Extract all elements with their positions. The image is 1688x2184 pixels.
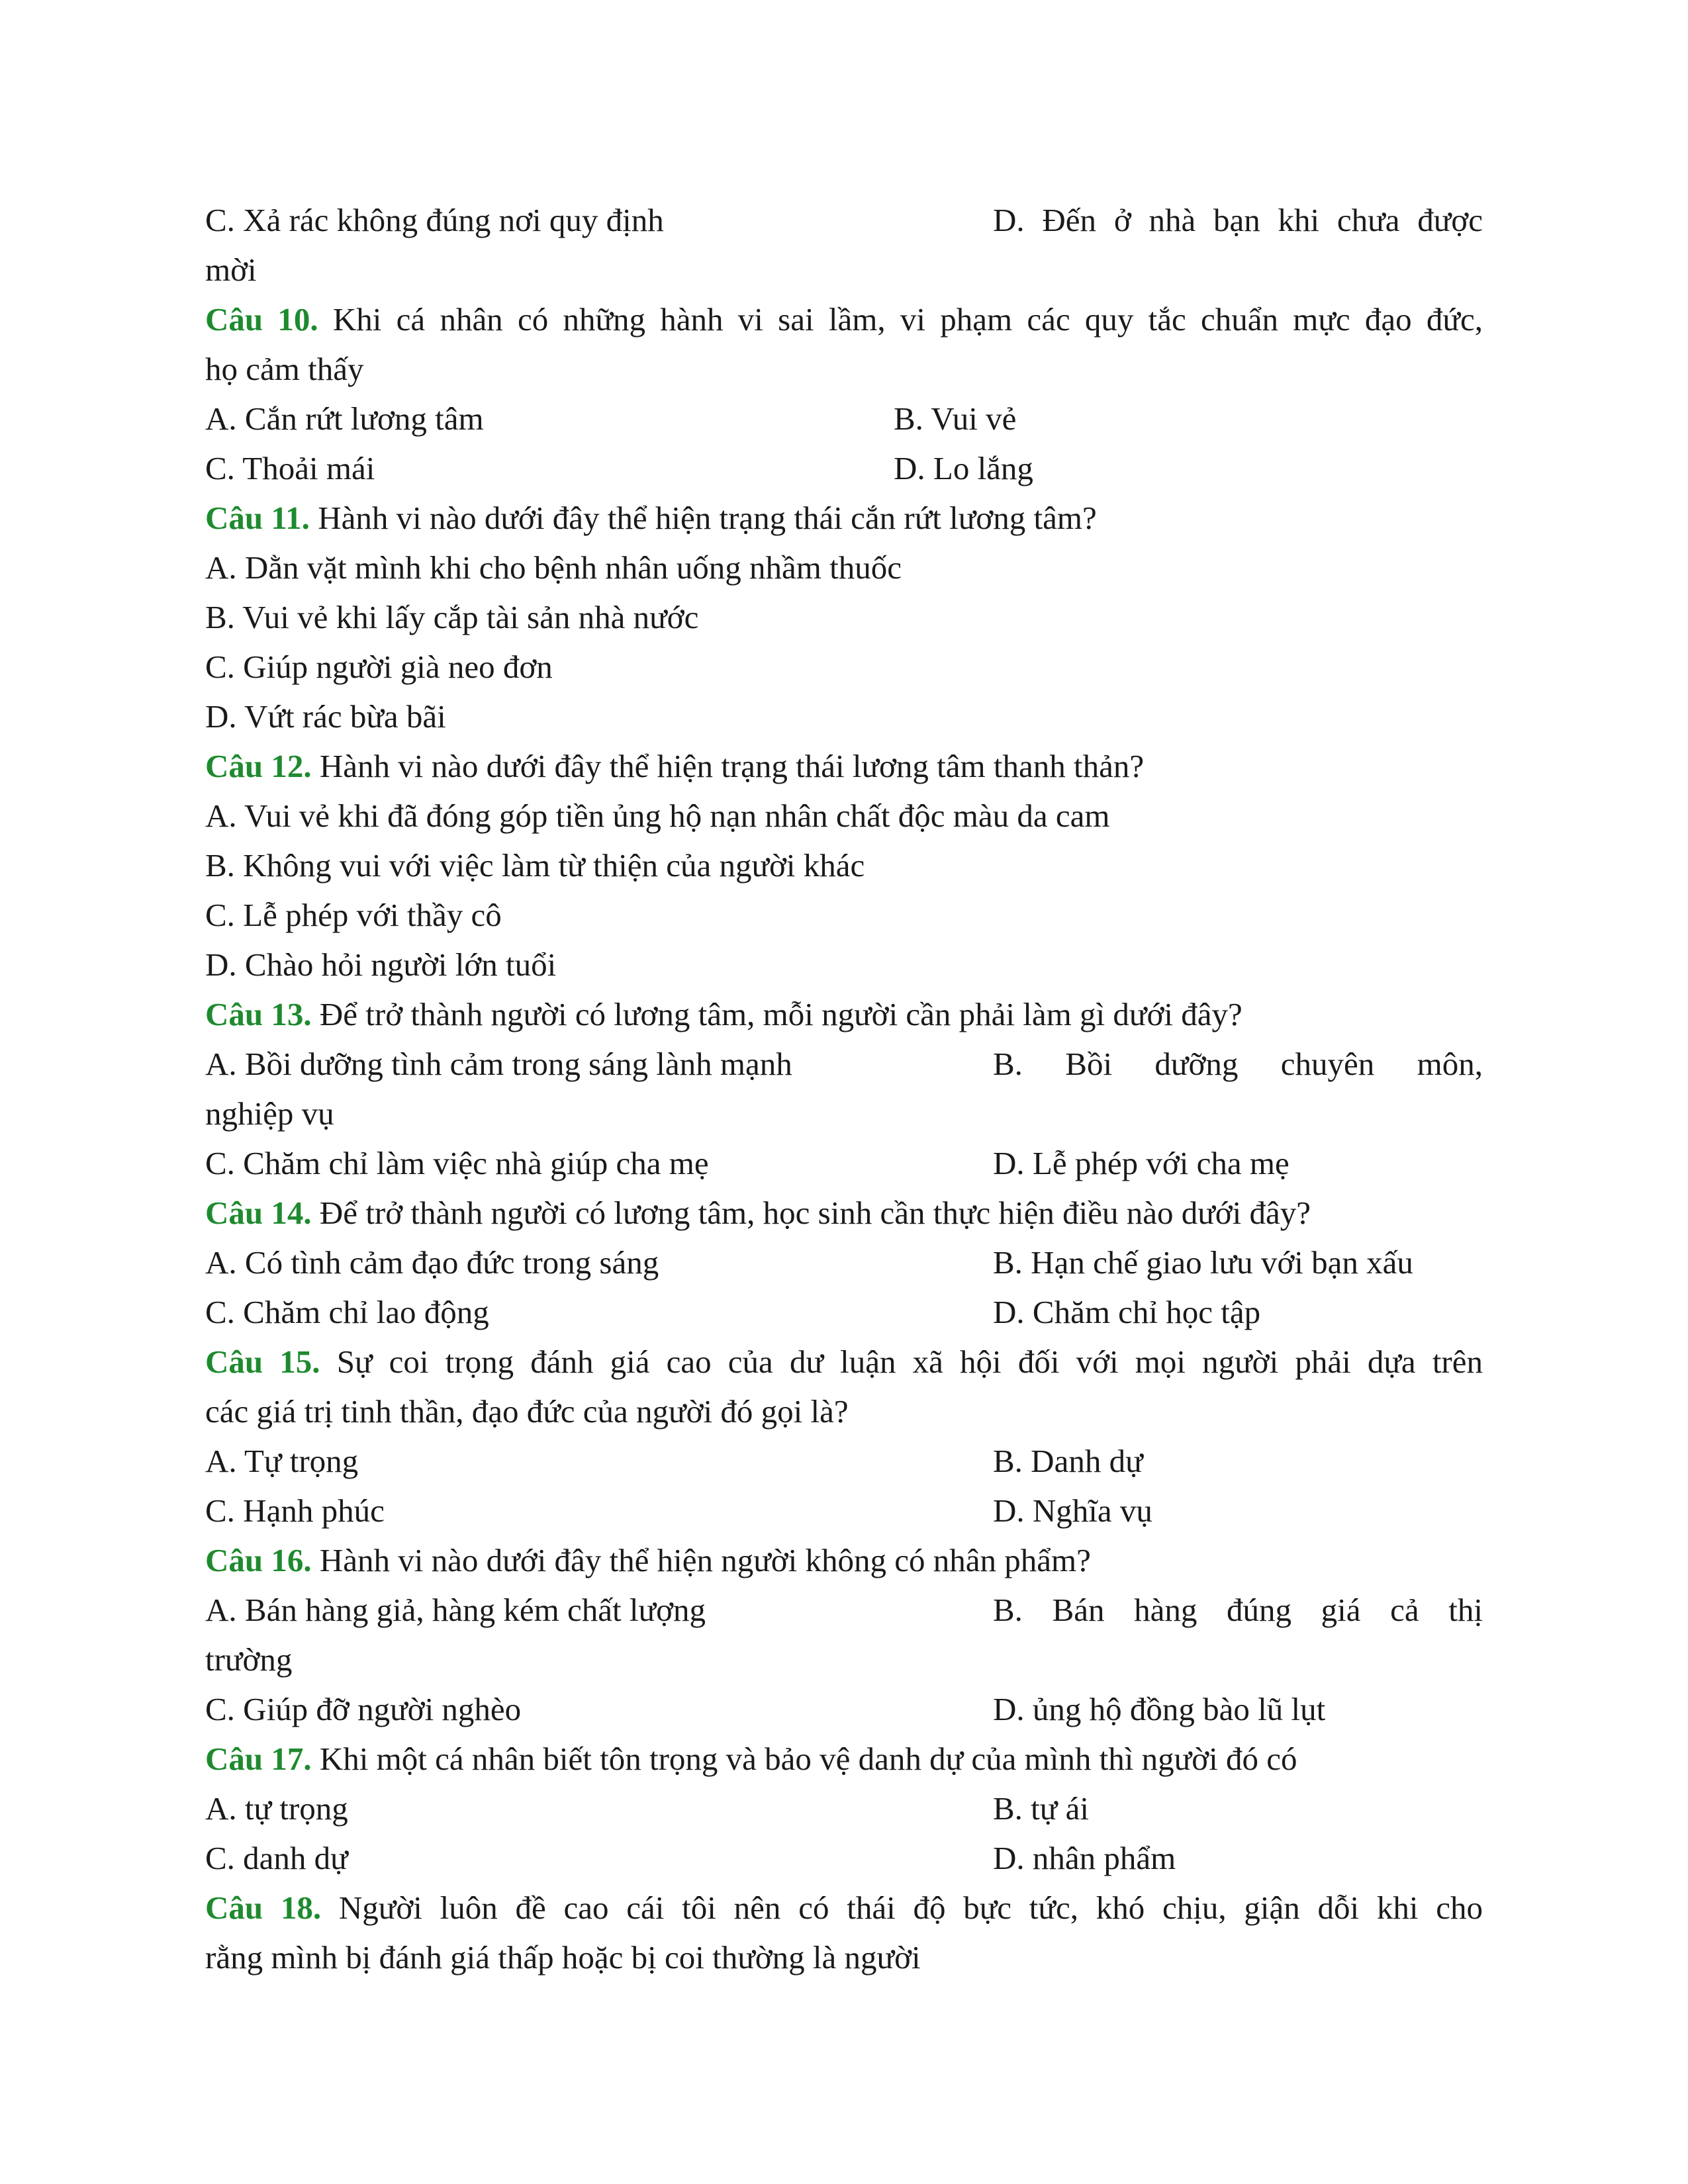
q16-option-b-continued: trường <box>205 1641 293 1678</box>
q16-options-ab <box>205 1585 1483 1635</box>
q17-options-ab <box>205 1784 1483 1833</box>
q17-options-cd <box>205 1833 1483 1883</box>
q10-option-a: A. Cắn rứt lương tâm <box>205 400 484 437</box>
q12-option-d: D. Chào hỏi người lớn tuổi <box>205 946 557 983</box>
q16-option-d: D. ủng hộ đồng bào lũ lụt <box>993 1691 1326 1727</box>
q15-option-a: A. Tự trọng <box>205 1443 359 1479</box>
q11-question <box>205 493 1483 543</box>
q14-option-a: A. Có tình cảm đạo đức trong sáng <box>205 1244 659 1281</box>
q18-text: Người luôn đề cao cái tôi nên có thái độ bực tức, khó chịu, giận dỗi khi cho <box>321 1889 1483 1926</box>
q17-text: Khi một cá nhân biết tôn trọng và bảo vệ danh dự của mình thì người đó có <box>311 1741 1297 1777</box>
q15-label: Câu 15. <box>205 1343 320 1380</box>
q14-label: Câu 14. <box>205 1195 312 1231</box>
q9-option-d-continued: mời <box>205 251 257 288</box>
q16-options-cd <box>205 1684 1483 1734</box>
q13-option-b-continued: nghiệp vụ <box>205 1095 334 1132</box>
q15-question <box>205 1337 1483 1387</box>
q13-option-d: D. Lễ phép với cha mẹ <box>993 1145 1289 1181</box>
q13-option-b: B. Bồi dưỡng chuyên môn, <box>993 1046 1483 1082</box>
q17-question <box>205 1734 1483 1784</box>
q11-option-d: D. Vứt rác bừa bãi <box>205 698 446 735</box>
q11-option-b: B. Vui vẻ khi lấy cắp tài sản nhà nước <box>205 599 699 635</box>
q16-option-a: A. Bán hàng giả, hàng kém chất lượng <box>205 1592 706 1628</box>
q9-option-d: D. Đến ở nhà bạn khi chưa được <box>993 202 1483 238</box>
q14-option-d: D. Chăm chỉ học tập <box>993 1294 1261 1330</box>
q16-label: Câu 16. <box>205 1542 312 1578</box>
q9-options-cd <box>205 195 1483 245</box>
q15-option-b: B. Danh dự <box>993 1443 1143 1479</box>
q14-options-ab <box>205 1238 1483 1287</box>
q12-text: Hành vi nào dưới đây thể hiện trạng thái lương tâm thanh thản? <box>311 748 1145 784</box>
q12-question <box>205 741 1483 791</box>
q11-label: Câu 11. <box>205 500 310 536</box>
q16-option-b: B. Bán hàng đúng giá cả thị <box>993 1592 1483 1628</box>
q14-options-cd <box>205 1287 1483 1337</box>
q13-question <box>205 989 1483 1039</box>
q13-label: Câu 13. <box>205 996 312 1032</box>
q12-option-a: A. Vui vẻ khi đã đóng góp tiền ủng hộ nạn nhân chất độc màu da cam <box>205 797 1110 834</box>
q18-label: Câu 18. <box>205 1889 322 1926</box>
q17-option-d: D. nhân phẩm <box>993 1840 1176 1876</box>
q10-option-c: C. Thoải mái <box>205 450 375 486</box>
q10-question <box>205 295 1483 344</box>
q15-option-d: D. Nghĩa vụ <box>993 1492 1152 1529</box>
q13-options-ab <box>205 1039 1483 1089</box>
q15-text: Sự coi trọng đánh giá cao của dư luận xã hội đối với mọi người phải dựa trên <box>320 1343 1483 1380</box>
q10-options-ab <box>205 394 1483 443</box>
q15-question-continued: các giá trị tinh thần, đạo đức của người đó gọi là? <box>205 1393 849 1430</box>
q10-option-d: D. Lo lắng <box>894 450 1033 486</box>
q11-option-c: C. Giúp người già neo đơn <box>205 649 553 685</box>
q13-option-c: C. Chăm chỉ làm việc nhà giúp cha mẹ <box>205 1145 709 1181</box>
q12-option-b: B. Không vui với việc làm từ thiện của người khác <box>205 847 865 884</box>
q16-option-c: C. Giúp đỡ người nghèo <box>205 1691 522 1727</box>
q12-label: Câu 12. <box>205 748 312 784</box>
q14-text: Để trở thành người có lương tâm, học sinh cần thực hiện điều nào dưới đây? <box>311 1195 1311 1231</box>
q11-option-a: A. Dằn vặt mình khi cho bệnh nhân uống nhầm thuốc <box>205 549 902 586</box>
q13-text: Để trở thành người có lương tâm, mỗi người cần phải làm gì dưới đây? <box>311 996 1243 1032</box>
q10-option-b: B. Vui vẻ <box>894 400 1017 437</box>
q10-question-continued: họ cảm thấy <box>205 351 364 387</box>
q17-option-b: B. tự ái <box>993 1790 1089 1827</box>
q13-option-a: A. Bồi dưỡng tình cảm trong sáng lành mạnh <box>205 1046 792 1082</box>
q18-question-continued: rằng mình bị đánh giá thấp hoặc bị coi thường là người <box>205 1939 921 1976</box>
q18-question <box>205 1883 1483 1933</box>
q9-option-c: C. Xả rác không đúng nơi quy định <box>205 202 664 238</box>
q15-options-ab <box>205 1436 1483 1486</box>
q16-question <box>205 1535 1483 1585</box>
q12-option-c: C. Lễ phép với thầy cô <box>205 897 502 933</box>
q10-text: Khi cá nhân có những hành vi sai lầm, vi phạm các quy tắc chuẩn mực đạo đức, <box>318 301 1483 338</box>
question-list <box>205 195 1483 1982</box>
q15-option-c: C. Hạnh phúc <box>205 1492 385 1529</box>
q10-label: Câu 10. <box>205 301 318 338</box>
q17-option-a: A. tự trọng <box>205 1790 348 1827</box>
q15-options-cd <box>205 1486 1483 1535</box>
q13-options-cd <box>205 1138 1483 1188</box>
q10-options-cd <box>205 443 1483 493</box>
q17-label: Câu 17. <box>205 1741 312 1777</box>
q14-option-c: C. Chăm chỉ lao động <box>205 1294 489 1330</box>
q11-text: Hành vi nào dưới đây thể hiện trạng thái cắn rứt lương tâm? <box>309 500 1097 536</box>
q14-question <box>205 1188 1483 1238</box>
q17-option-c: C. danh dự <box>205 1840 348 1876</box>
q16-text: Hành vi nào dưới đây thể hiện người không có nhân phẩm? <box>311 1542 1091 1578</box>
q14-option-b: B. Hạn chế giao lưu với bạn xấu <box>993 1244 1413 1281</box>
